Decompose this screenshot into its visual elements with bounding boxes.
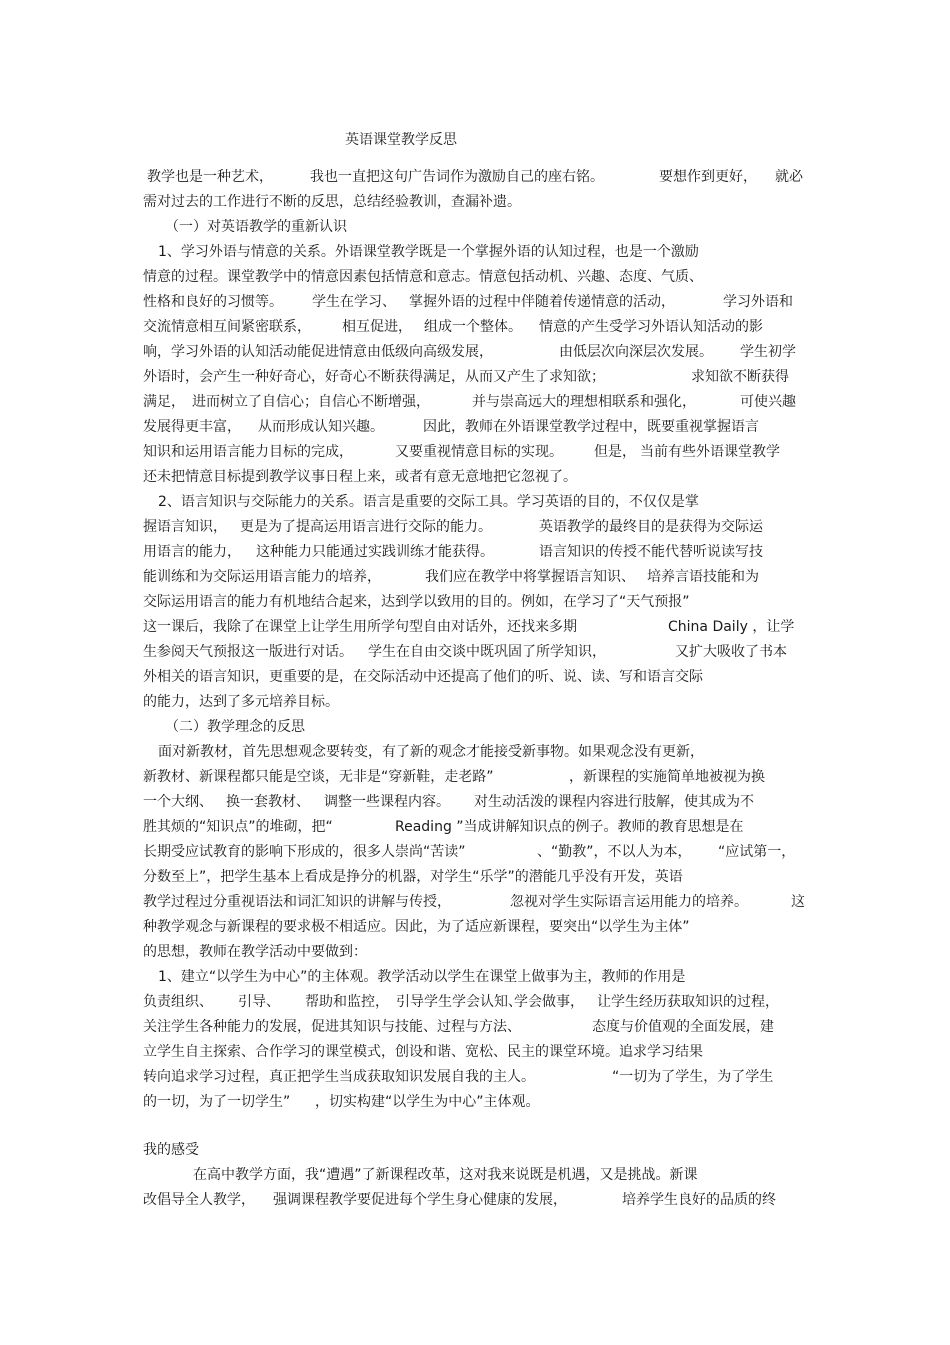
text-line xyxy=(0,465,950,489)
text-run: 相互促进， xyxy=(342,319,412,335)
text-line xyxy=(0,165,950,189)
text-line xyxy=(0,390,950,414)
text-line xyxy=(0,1090,950,1114)
text-run: 1、学习外语与情意的关系。外语课堂教学既是一个掌握外语的认知过程，也是一个激励 xyxy=(158,244,699,260)
text-run: Reading ”当成讲解知识点的例子。教师的教育思想是在 xyxy=(395,819,744,835)
text-run: 的一切，为了一切学生” xyxy=(143,1094,291,1110)
text-run: 进而树立了自信心；自信心不断增强， xyxy=(192,394,430,410)
text-line xyxy=(0,1040,950,1064)
text-line xyxy=(0,490,950,514)
text-run: 培养学生良好的品质的终 xyxy=(622,1192,776,1208)
page-title: 英语课堂教学反思 xyxy=(345,132,457,148)
text-run: 我们应在教学中将掌握语言知识、 xyxy=(425,569,635,585)
text-line xyxy=(0,565,950,589)
text-run: 又扩大吸收了书本 xyxy=(675,644,787,660)
text-run: 要想作到更好， xyxy=(659,169,757,185)
text-line xyxy=(0,765,950,789)
text-run: 情意的产生受学习外语认知活动的影 xyxy=(539,319,763,335)
text-run: 在高中教学方面，我“遭遇”了新课程改革，这对我来说既是机遇，又是挑战。新课 xyxy=(193,1167,698,1183)
text-line xyxy=(0,965,950,989)
text-run: “一切为了学生，为了学生 xyxy=(612,1069,774,1085)
text-line xyxy=(0,590,950,614)
text-run: 当前有些外语课堂教学 xyxy=(640,444,780,460)
text-line xyxy=(0,1163,950,1187)
text-run: 外语时，会产生一种好奇心，好奇心不断获得满足，从而又产生了求知欲； xyxy=(143,369,605,385)
text-run: 需对过去的工作进行不断的反思，总结经验教训，查漏补遗。 xyxy=(143,194,521,210)
text-run: 发展得更丰富， xyxy=(143,419,241,435)
text-line xyxy=(0,440,950,464)
text-line xyxy=(0,415,950,439)
text-line xyxy=(0,1065,950,1089)
text-run: 转向追求学习过程，真正把学生当成获取知识发展自我的主人。 xyxy=(143,1069,535,1085)
text-run: 教学过程过分重视语法和词汇知识的讲解与传授， xyxy=(143,894,451,910)
text-run: 但是， xyxy=(594,444,636,460)
text-run: 负责组织、 xyxy=(143,994,213,1010)
text-line xyxy=(0,790,950,814)
text-line xyxy=(0,740,950,764)
text-run: 交际运用语言的能力有机地结合起来，达到学以致用的目的。例如，在学习了“天气预报” xyxy=(143,594,690,610)
text-line xyxy=(0,290,950,314)
text-run: 强调课程教学要促进每个学生身心健康的发展， xyxy=(273,1192,567,1208)
text-run: 教学也是一种艺术， xyxy=(147,169,273,185)
text-run: 的思想，教师在教学活动中要做到： xyxy=(143,944,367,960)
text-run: 用语言的能力， xyxy=(143,544,241,560)
text-run: 还未把情意目标提到教学议事日程上来，或者有意无意地把它忽视了。 xyxy=(143,469,577,485)
text-run: “应试第一， xyxy=(718,844,796,860)
text-run: 学习外语和 xyxy=(723,294,793,310)
text-run: 外相关的语言知识，更重要的是，在交际活动中还提高了他们的听、说、读、写和语言交际 xyxy=(143,669,703,685)
text-line xyxy=(0,190,950,214)
text-line xyxy=(0,240,950,264)
text-run: 态度与价值观的全面发展，建 xyxy=(592,1019,774,1035)
text-run: 学会做事， xyxy=(514,994,584,1010)
text-run: 胜其烦的“知识点”的堆砌，把“ xyxy=(143,819,333,835)
text-run: 我也一直把这句广告词作为激励自己的座右铭。 xyxy=(310,169,604,185)
text-run: 种教学观念与新课程的要求极不相适应。因此，为了适应新课程，要突出“以学生为主体” xyxy=(143,919,690,935)
text-line xyxy=(0,615,950,639)
text-run: 培养言语技能和为 xyxy=(647,569,759,585)
text-run: 情意的过程。课堂教学中的情意因素包括情意和意志。情意包括动机、兴趣、态度、气质、 xyxy=(143,269,703,285)
text-line xyxy=(0,940,950,964)
text-run: 立学生自主探索、合作学习的课堂模式，创设和谐、宽松、民主的课堂环境。追求学习结果 xyxy=(143,1044,703,1060)
text-run: 性格和良好的习惯等。 xyxy=(143,294,283,310)
text-run: 因此，教师在外语课堂教学过程中，既要重视掌握语言 xyxy=(423,419,759,435)
text-line xyxy=(0,1015,950,1039)
text-run: 由低层次向深层次发展。 xyxy=(559,344,713,360)
text-line xyxy=(0,865,950,889)
text-run: 满足， xyxy=(143,394,185,410)
text-run: 长期受应试教育的影响下形成的，很多人崇尚“苦读” xyxy=(143,844,466,860)
text-run: （一）对英语教学的重新认识 xyxy=(165,219,347,235)
text-line xyxy=(0,915,950,939)
text-run: ，新课程的实施简单地被视为换 xyxy=(569,769,765,785)
text-run: 更是为了提高运用语言进行交际的能力。 xyxy=(240,519,492,535)
text-run: 让学生经历获取知识的过程， xyxy=(597,994,779,1010)
text-run: 语言知识的传授不能代替听说读写技 xyxy=(539,544,763,560)
text-line xyxy=(0,990,950,1014)
text-run: 、“勤教”，不以人为本， xyxy=(537,844,692,860)
text-run: 的能力，达到了多元培养目标。 xyxy=(143,694,339,710)
text-run: 组成一个整体。 xyxy=(424,319,522,335)
text-line xyxy=(0,640,950,664)
text-line xyxy=(0,690,950,714)
text-run: 英语教学的最终目的是获得为交际运 xyxy=(539,519,763,535)
text-line xyxy=(0,215,950,239)
text-run: 这一课后，我除了在课堂上让学生用所学句型自由对话外，还找来多期 xyxy=(143,619,577,635)
text-run: 面对新教材，首先思想观念要转变，有了新的观念才能接受新事物。如果观念没有更新， xyxy=(158,744,704,760)
text-run: 改倡导全人教学， xyxy=(143,1192,255,1208)
text-line xyxy=(0,715,950,739)
text-run: 掌握外语的过程中伴随着传递情意的活动， xyxy=(409,294,675,310)
text-line xyxy=(0,1188,950,1212)
text-run: 求知欲不断获得 xyxy=(691,369,789,385)
text-run: （二）教学理念的反思 xyxy=(165,719,305,735)
text-line xyxy=(0,315,950,339)
text-run: 交流情意相互间紧密联系， xyxy=(143,319,311,335)
text-run: 就必 xyxy=(775,169,803,185)
text-run: 能训练和为交际运用语言能力的培养， xyxy=(143,569,381,585)
text-line xyxy=(0,890,950,914)
text-line xyxy=(0,265,950,289)
text-run: 知识和运用语言能力目标的完成， xyxy=(143,444,353,460)
text-line xyxy=(0,665,950,689)
text-run: 从而形成认知兴趣。 xyxy=(258,419,384,435)
text-run: ，切实构建“以学生为中心”主体观。 xyxy=(315,1094,540,1110)
text-run: 一个大纲、 xyxy=(143,794,213,810)
text-run: 对生动活泼的课程内容进行肢解，使其成为不 xyxy=(474,794,754,810)
text-run: 引导、 xyxy=(238,994,280,1010)
text-run: 换一套教材、 xyxy=(226,794,310,810)
text-line xyxy=(0,840,950,864)
text-run: 新教材、新课程都只能是空谈，无非是“穿新鞋，走老路” xyxy=(143,769,494,785)
text-run: 学生在学习、 xyxy=(312,294,396,310)
text-run: 握语言知识， xyxy=(143,519,227,535)
text-line xyxy=(0,515,950,539)
text-run: 响，学习外语的认知活动能促进情意由低级向高级发展， xyxy=(143,344,493,360)
text-line xyxy=(0,365,950,389)
text-run: 2、语言知识与交际能力的关系。语言是重要的交际工具。学习英语的目的，不仅仅是掌 xyxy=(158,494,699,510)
text-run: China Daily ，让学 xyxy=(668,619,795,635)
text-run: 生参阅天气预报这一版进行对话。 xyxy=(143,644,353,660)
text-run: 关注学生各种能力的发展，促进其知识与技能、过程与方法、 xyxy=(143,1019,521,1035)
section-heading: 我的感受 xyxy=(143,1142,199,1158)
text-run: 学生初学 xyxy=(740,344,796,360)
text-run: 又要重视情意目标的实现。 xyxy=(395,444,563,460)
text-run: 1、建立“以学生为中心”的主体观。教学活动以学生在课堂上做事为主，教师的作用是 xyxy=(158,969,686,985)
text-run: 并与崇高远大的理想相联系和强化， xyxy=(472,394,696,410)
text-line xyxy=(0,540,950,564)
text-run: 分数至上”，把学生基本上看成是挣分的机器，对学生“乐学”的潜能几乎没有开发，英语 xyxy=(143,869,683,885)
text-run: 这 xyxy=(791,894,805,910)
text-run: 引导学生学会认知、 xyxy=(396,994,522,1010)
text-run: 调整一些课程内容。 xyxy=(324,794,450,810)
text-run: 帮助和监控， xyxy=(305,994,389,1010)
text-run: 忽视对学生实际语言运用能力的培养。 xyxy=(510,894,748,910)
text-run: 这种能力只能通过实践训练才能获得。 xyxy=(256,544,494,560)
text-run: 学生在自由交谈中既巩固了所学知识， xyxy=(368,644,606,660)
text-line xyxy=(0,340,950,364)
text-run: 可使兴趣 xyxy=(740,394,796,410)
text-line xyxy=(0,815,950,839)
